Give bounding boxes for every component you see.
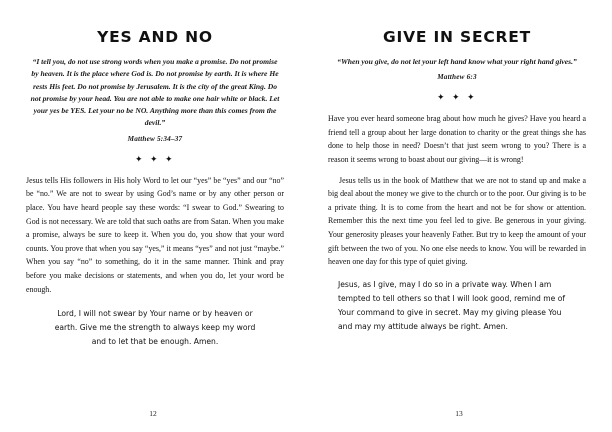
page-number-right: 13 (455, 409, 463, 418)
diamond-ornament-icon: ✦ ✦ ✦ (134, 153, 176, 164)
ornament-divider-right (328, 88, 586, 104)
prayer-text-right: Jesus, as I give, may I do so in a private way. When I am tempted to tell others so that I will look good, remind me of Your command to give in secret. May my giving please You and may my attitude always be right. Amen. (338, 279, 566, 331)
page-number-left: 12 (149, 409, 157, 418)
ornament-divider-left (26, 150, 284, 166)
diamond-ornament-icon: ✦ ✦ ✦ (436, 92, 478, 103)
scripture-verse-left: “I tell you, do not use strong words when you make a promise. Do not promise by heaven. It is the place where God is. Do not promise by earth. It is where He rests His feet. Do not promise by Jerusalem. It is the city of the great King. Do not promise by your head. You are not able to make one hair white or black. Let your yes be YES. Let your no be NO. Anything more than this comes from the devil.” (30, 57, 280, 128)
scripture-reference-left: Matthew 5:34–37 (127, 134, 183, 143)
page-title-right: GIVE IN SECRET (382, 28, 532, 46)
prayer-text-left: Lord, I will not swear by Your name or by heaven or earth. Give me the strength to always keep my word and to let that be enough. Amen. (54, 309, 256, 347)
scripture-verse-right: “When you give, do not let your left hand know what your right hand gives.” (337, 57, 577, 66)
page-title-left: YES AND NO (97, 28, 213, 46)
scripture-reference-right: Matthew 6:3 (437, 73, 477, 82)
right-page (306, 0, 612, 432)
body-paragraph-right-1: Have you ever heard someone brag about how much he gives? Have you heard a friend tell a group about her large donation to charity or the great things she has done to help those in need? Doesn’t that just seem wrong to you? There is a reason it seems wrong to boast about our giving—it is wrong! (328, 114, 586, 165)
body-paragraph-left-1: Jesus tells His followers in His holy Word to let our “yes” be “yes” and our “no” be “no.” We are not to swear by using God’s name or by any other person or place. You have heard people say these words: “I swear to God.” Swearing to God is not necessary. We are told that such oaths are from Satan. When you make a promise, always be sure to keep it. When you do, you show that your word counts. You prove that when you say “yes,” it means “yes” and not just “maybe.” When you say “no” to something, do it in the same manner. Think and pray before you make decisions or statements, and when you do, let your word be enough. (26, 175, 284, 294)
body-paragraph-right-2: Jesus tells us in the book of Matthew that we are not to stand up and make a big deal about the money we give to the church or to the poor. Our giving is to be a private thing. It is to come from the heart and not be for show or attention. Remember this the next time you feel led to give. Be generous in your giving. Your generosity pleases your heavenly Father. But try to keep the amount of your gift between the two of you. No one else needs to know. You will be rewarded in heaven one day for this type of quiet giving. (328, 175, 586, 267)
